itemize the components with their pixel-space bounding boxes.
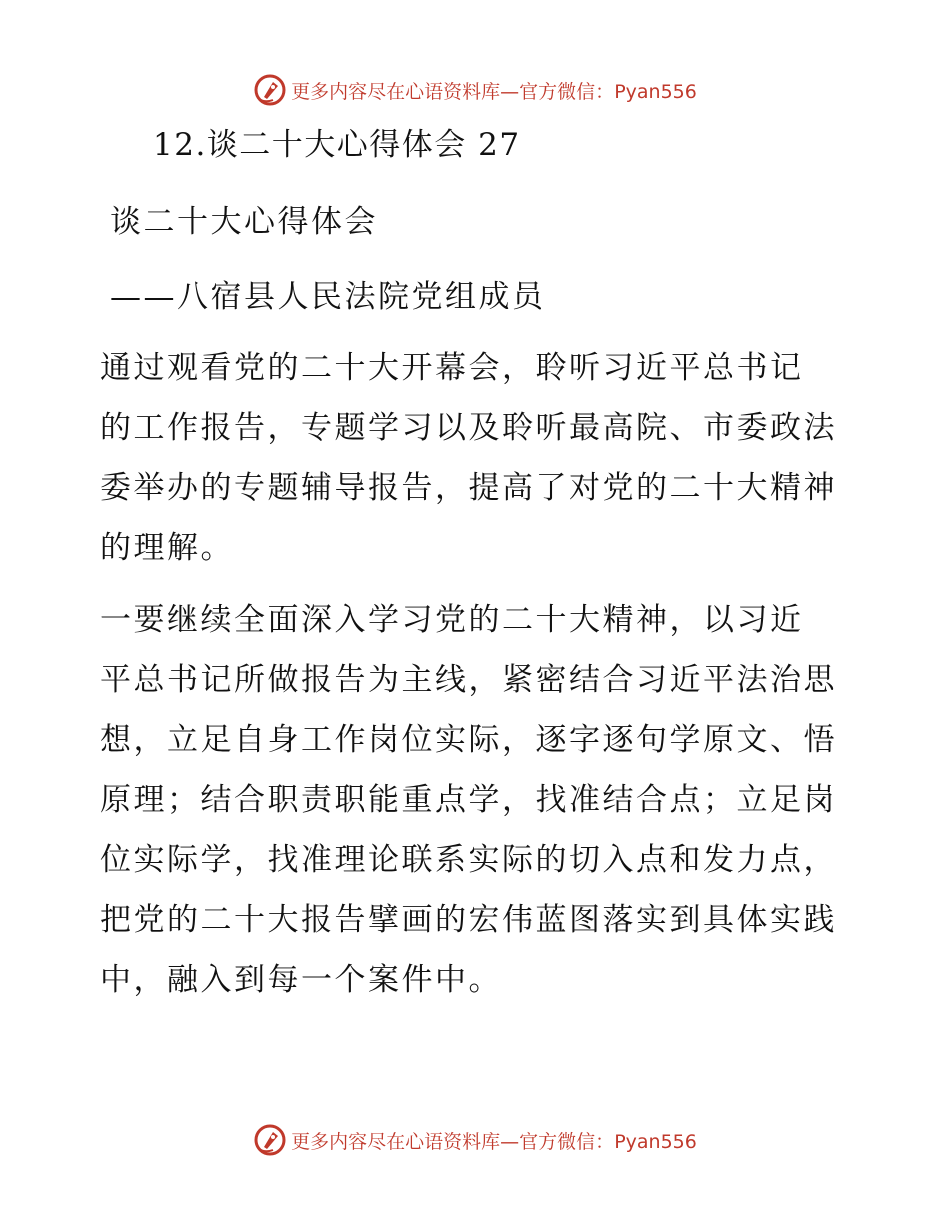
document-title: 谈二十大心得体会 bbox=[110, 204, 378, 240]
paragraph-line: 一要继续全面深入学习党的二十大精神，以习近 bbox=[100, 602, 804, 638]
paragraph-2 bbox=[100, 590, 860, 1010]
watermark-wechat-id: Pyan556 bbox=[614, 1130, 697, 1153]
paragraph-line: 位实际学，找准理论联系实际的切入点和发力点， bbox=[100, 842, 837, 878]
pen-nib-logo-icon bbox=[253, 1123, 287, 1157]
watermark-dash: — bbox=[500, 1130, 520, 1153]
paragraph-1 bbox=[100, 338, 860, 578]
paragraph-line: 的理解。 bbox=[100, 530, 234, 566]
watermark-dash: — bbox=[500, 80, 520, 103]
watermark-wechat-id: Pyan556 bbox=[614, 80, 697, 103]
paragraph-line: 中，融入到每一个案件中。 bbox=[100, 962, 502, 998]
paragraph-line: 想，立足自身工作岗位实际，逐字逐句学原文、悟 bbox=[100, 722, 837, 758]
paragraph-line: 平总书记所做报告为主线，紧密结合习近平法治思 bbox=[100, 662, 837, 698]
paragraph-line: 原理；结合职责职能重点学，找准结合点；立足岗 bbox=[100, 782, 837, 818]
footer-watermark bbox=[0, 1120, 950, 1160]
watermark-wechat-label: 官方微信： bbox=[519, 80, 615, 103]
paragraph-line: 把党的二十大报告擘画的宏伟蓝图落实到具体实践 bbox=[100, 902, 837, 938]
watermark-wechat-label: 官方微信： bbox=[519, 1130, 615, 1153]
watermark-brand: 更多内容尽在心语资料库 bbox=[291, 1130, 501, 1153]
document-heading: 12.谈二十大心得体会 27 bbox=[153, 127, 521, 163]
pen-nib-logo-icon bbox=[253, 73, 287, 107]
paragraph-line: 的工作报告，专题学习以及聆听最高院、市委政法 bbox=[100, 410, 837, 446]
paragraph-line: 通过观看党的二十大开幕会，聆听习近平总书记 bbox=[100, 350, 804, 386]
document-subtitle: ——八宿县人民法院党组成员 bbox=[110, 279, 546, 315]
watermark-text bbox=[291, 77, 697, 104]
header-watermark bbox=[0, 70, 950, 110]
paragraph-line: 委举办的专题辅导报告，提高了对党的二十大精神 bbox=[100, 470, 837, 506]
watermark-brand: 更多内容尽在心语资料库 bbox=[291, 80, 501, 103]
watermark-text bbox=[291, 1127, 697, 1154]
